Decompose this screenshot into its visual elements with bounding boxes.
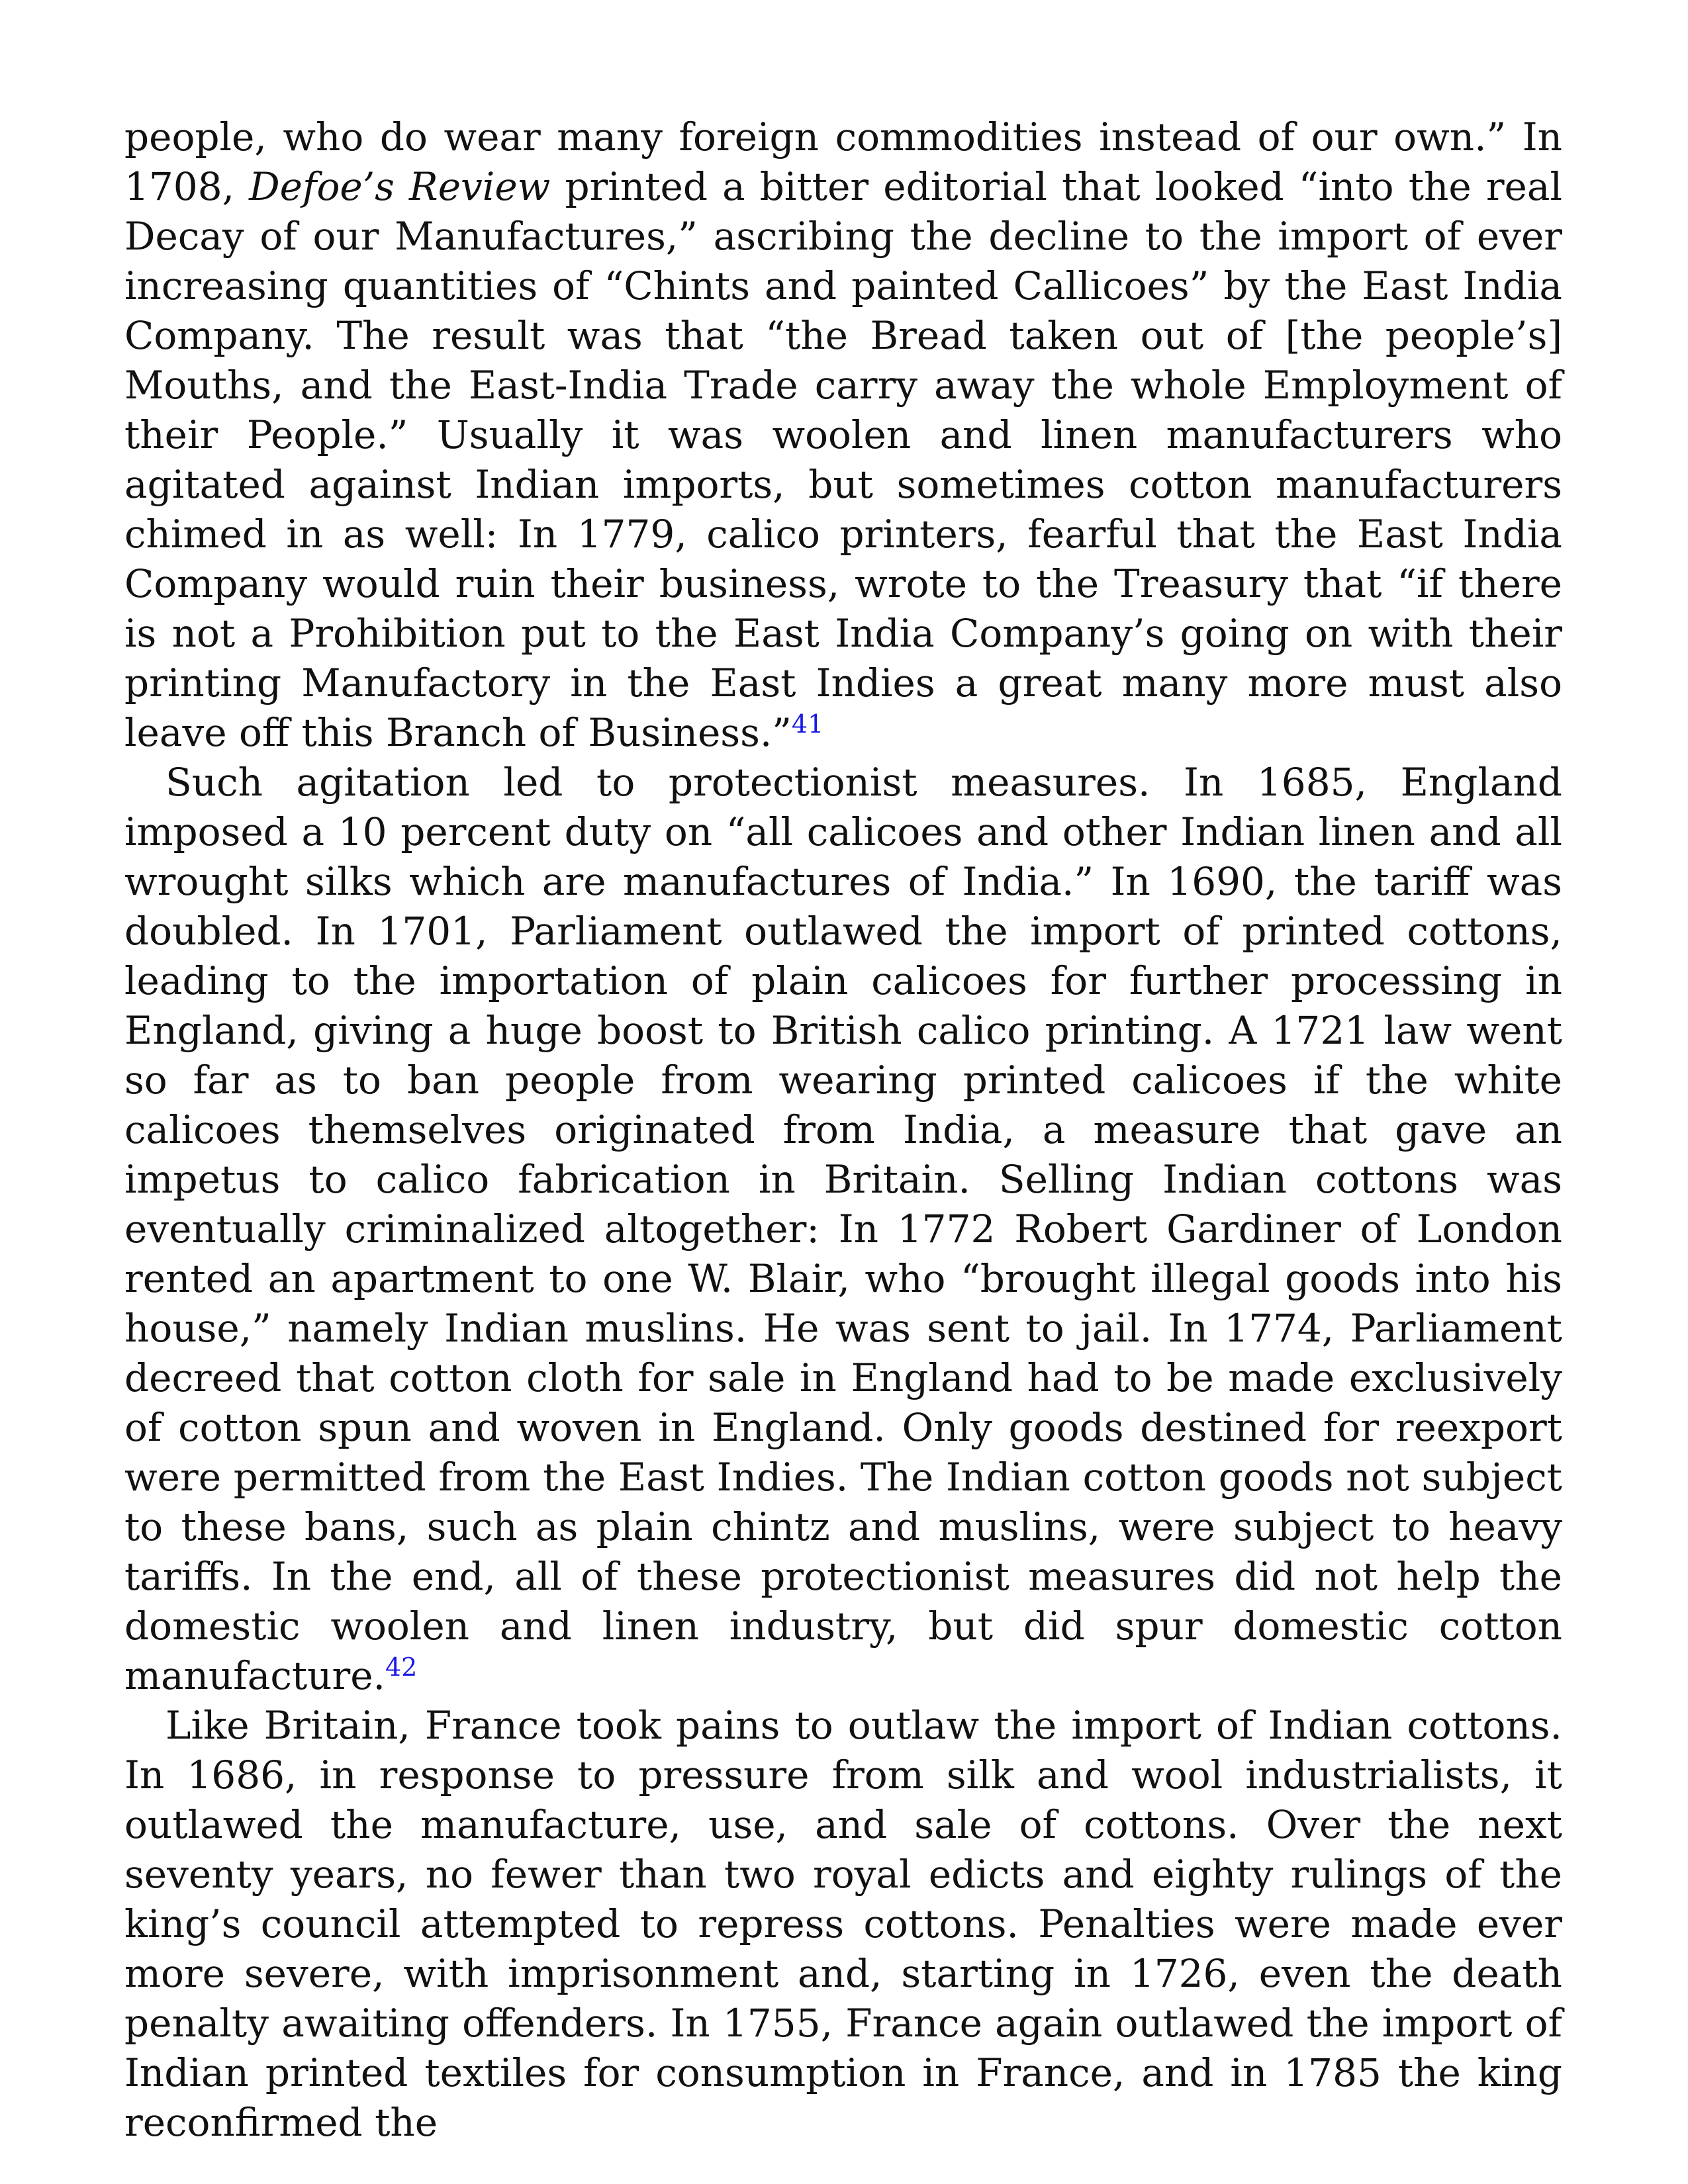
paragraph-2-text: Such agitation led to protectionist measures. In 1685, England imposed a 10 percent duty on “all calicoes and other Indian linen and all wrought silks which are manufactures of India.” In 1690, the tariff was doubled. In 1701, Parliament outlawed the import of printed cottons, leading to the importation of plain calicoes for further processing in England, giving a huge boost to British calico printing. A 1721 law went so far as to ban people from wearing printed calicoes if the white calicoes themselves originated from India, a measure that gave an impetus to calico fabrication in Britain. Selling Indian cottons was eventually criminalized altogether: In 1772 Robert Gardiner of London rented an apartment to one W. Blair, who “brought illegal goods into his house,” namely Indian muslins. He was sent to jail. In 1774, Parliament decreed that cotton cloth for sale in England had to be made exclusively of cotton spun and woven in England. Only goods destined for reexport were permitted from the East Indies. The Indian cotton goods not subject to these bans, such as plain chintz and muslins, were subject to heavy tariffs. In the end, all of these protectionist measures did not help the domestic woolen and linen industry, but did spur domestic cotton manufacture.: [124, 760, 1562, 1698]
document-page: [124, 113, 1562, 2148]
publication-title: Defoe’s Review: [249, 164, 551, 209]
paragraph-2: [124, 758, 1562, 1701]
paragraph-1-text-b: printed a bitter editorial that looked “into the real Decay of our Manufactures,” ascribing the decline to the import of ever increasing quantities of “Chints and painted Callicoes” by the East India Company. The result was that “the Bread taken out of [the people’s] Mouths, and the East-India Trade carry away the whole Employment of their People.” Usually it was woolen and linen manufacturers who agitated against Indian imports, but sometimes cotton manufacturers chimed in as well: In 1779, calico printers, fearful that the East India Company would ruin their business, wrote to the Treasury that “if there is not a Prohibition put to the East India Company’s going on with their printing Manufactory in the East Indies a great many more must also leave off this Branch of Business.”: [124, 164, 1562, 755]
paragraph-1: [124, 113, 1562, 758]
paragraph-3: [124, 1701, 1562, 2148]
footnote-ref-41[interactable]: 41: [791, 709, 824, 739]
footnote-ref-42[interactable]: 42: [385, 1653, 418, 1682]
paragraph-1-text-a: people, who do wear many foreign commodities instead of our own.” In 1708,: [124, 114, 1562, 209]
paragraph-3-text: Like Britain, France took pains to outlaw the import of Indian cottons. In 1686, in response to pressure from silk and wool industrialists, it outlawed the manufacture, use, and sale of cottons. Over the next seventy years, no fewer than two royal edicts and eighty rulings of the king’s council attempted to repress cottons. Penalties were made ever more severe, with imprisonment and, starting in 1726, even the death penalty awaiting offenders. In 1755, France again outlawed the import of Indian printed textiles for consumption in France, and in 1785 the king reconfirmed the: [124, 1703, 1562, 2145]
